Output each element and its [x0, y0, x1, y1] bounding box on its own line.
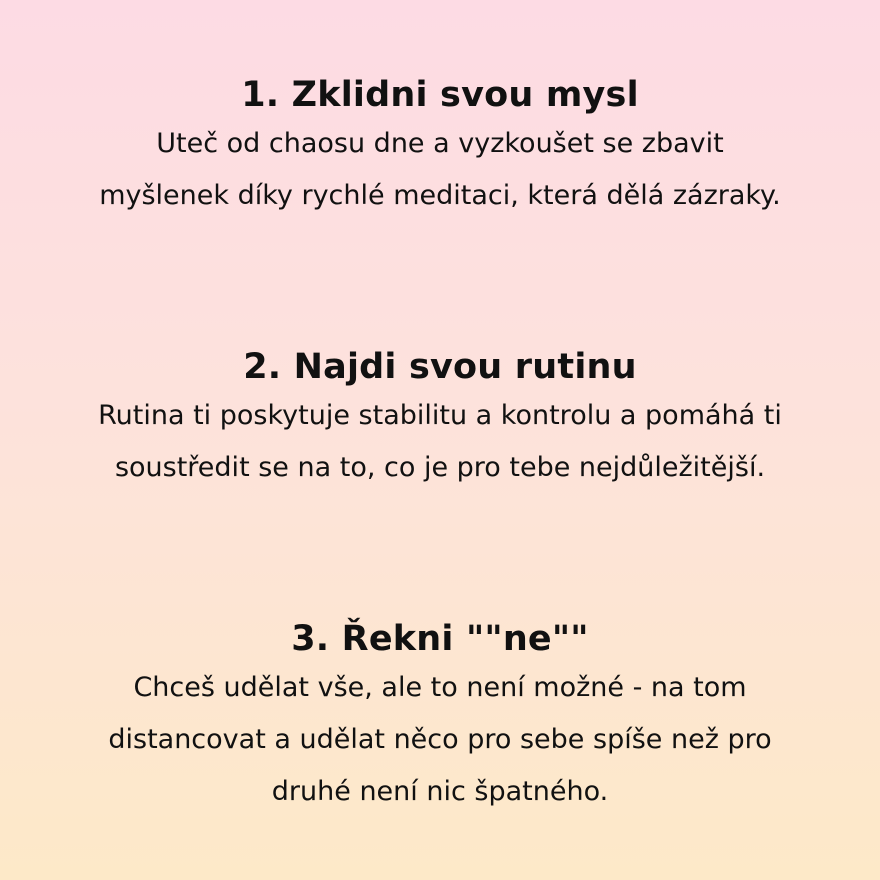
tip-section-2	[20, 344, 860, 494]
tip-text	[20, 390, 860, 494]
tip-text	[20, 118, 860, 222]
tip-title: 2. Najdi svou rutinu	[243, 347, 637, 387]
tip-text-line: distancovat a udělat něco pro sebe spíše než pro	[108, 724, 772, 755]
tip-text-line: Uteč od chaosu dne a vyzkoušet se zbavit	[156, 128, 724, 159]
tip-text-line: druhé není nic špatného.	[271, 776, 609, 807]
tip-text	[20, 662, 860, 818]
tip-section-1	[20, 72, 860, 222]
tip-text-line: Rutina ti poskytuje stabilitu a kontrolu a pomáhá ti	[98, 400, 782, 431]
tip-text-line: Chceš udělat vše, ale to není možné - na tom	[133, 672, 747, 703]
tip-text-line: myšlenek díky rychlé meditaci, která dělá zázraky.	[99, 180, 781, 211]
tip-text-line: soustředit se na to, co je pro tebe nejdůležitější.	[114, 452, 766, 483]
tip-title: 1. Zklidni svou mysl	[241, 75, 639, 115]
tip-section-3	[20, 616, 860, 818]
tip-title: 3. Řekni ""ne""	[291, 619, 589, 659]
